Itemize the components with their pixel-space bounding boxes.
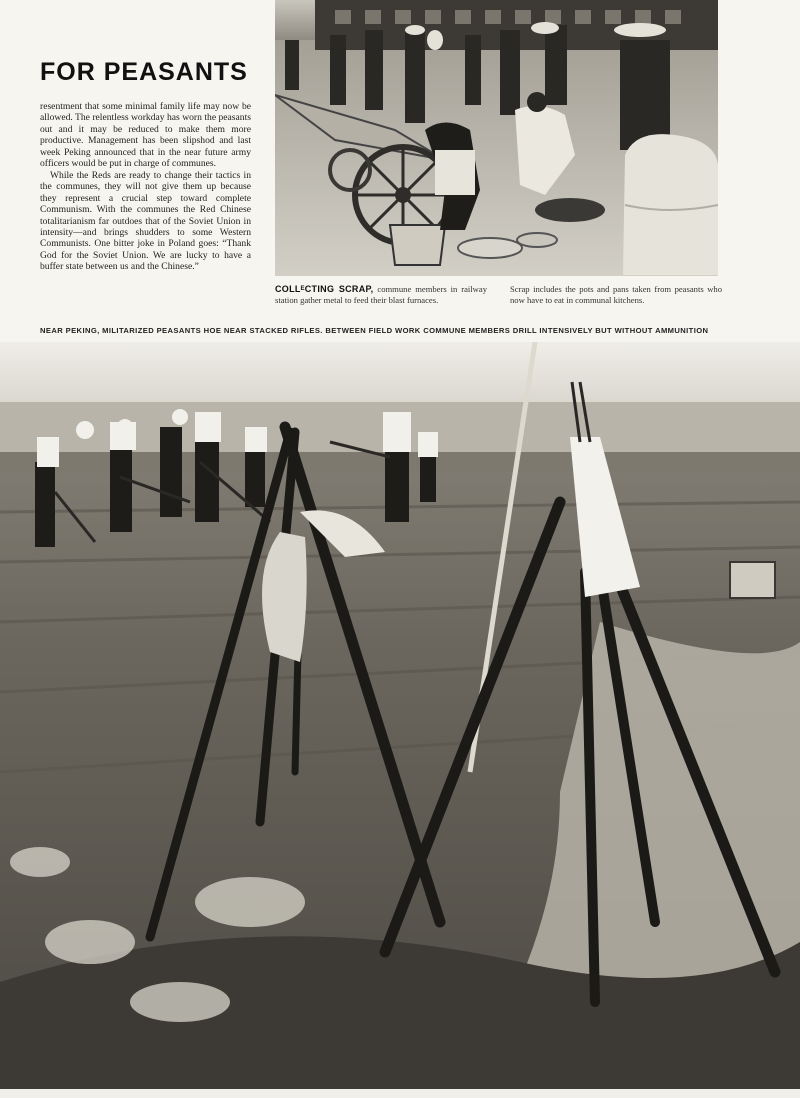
body-paragraph-2: While the Reds are ready to change their tactics in the communes, they will not give them up because they represent a crucial step toward complete Communism. With the communes the Red Chinese totalitarianism far outdoes that of the Soviet Union in intensity—and brings shudders to some Western Communists. One bitter joke in Poland goes: “Thank God for the Soviet Union. We are lucky to have a buffer state between us and the Chinese.” <box>40 169 251 273</box>
stacked-rifles-photo <box>0 342 800 1089</box>
caption-left-text: commune members in railway station gather metal to feed their blast furnaces. <box>275 284 487 305</box>
headline: FOR PEASANTS <box>40 58 248 86</box>
body-paragraph-1: resentment that some minimal family life may now be allowed. The relentless workday has worn the peasants out and it may be reduced to make them more productive. Management has been slipshod and last week Peking announced that in the near future army officers would be put in charge of communes. <box>40 101 251 170</box>
photo-banner-caption: NEAR PEKING, MILITARIZED PEASANTS HOE NEAR STACKED RIFLES. BETWEEN FIELD WORK COMMUNE MEMBERS DRILL INTENSIVELY BUT WITHOUT AMMUNITION <box>40 326 709 335</box>
caption-label: COLLᴱCTING SCRAP, <box>275 284 374 294</box>
article-body <box>40 101 251 273</box>
caption-left <box>275 284 487 306</box>
caption-right: Scrap includes the pots and pans taken from peasants who now have to eat in communal kitchens. <box>510 284 722 305</box>
page-bottom-margin <box>0 1089 800 1098</box>
scrap-collection-photo <box>275 0 718 276</box>
